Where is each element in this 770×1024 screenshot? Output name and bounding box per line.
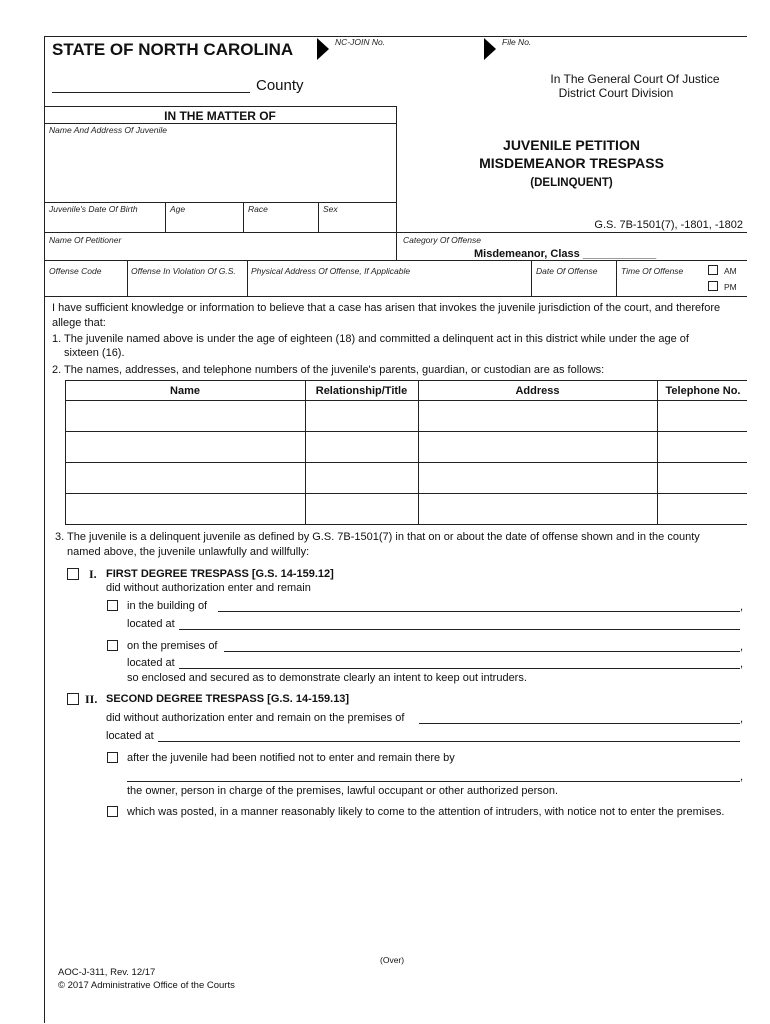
- table-row[interactable]: [66, 401, 746, 430]
- divider: [616, 260, 617, 296]
- notified-text: after the juvenile had been notified not to enter and remain there by: [127, 752, 455, 764]
- table-row[interactable]: [66, 494, 746, 523]
- pm-label: PM: [724, 282, 737, 292]
- owner-text: the owner, person in charge of the premises, lawful occupant or other authorized person.: [127, 785, 559, 797]
- pm-checkbox[interactable]: [708, 281, 718, 291]
- col-header-name: Name: [170, 385, 200, 397]
- court-line1: In The General Court Of Justice: [550, 72, 720, 86]
- nc-join-arrow-icon: [317, 38, 329, 60]
- first-degree-checkbox[interactable]: [67, 568, 79, 580]
- county-label: County: [256, 77, 304, 94]
- first-degree-sub: did without authorization enter and remain: [106, 582, 311, 594]
- building-label: in the building of: [127, 600, 208, 612]
- premises-checkbox[interactable]: [107, 640, 118, 651]
- left-border: [44, 36, 45, 1023]
- second-located-label: located at: [106, 730, 154, 742]
- offense-row-top: [44, 260, 747, 261]
- posted-checkbox[interactable]: [107, 806, 118, 817]
- second-premises-input-line[interactable]: [419, 723, 740, 724]
- building-checkbox[interactable]: [107, 600, 118, 611]
- second-located-input-line[interactable]: [158, 741, 740, 742]
- located2-input-line[interactable]: [179, 668, 740, 669]
- petitioner-row-top: [44, 232, 747, 233]
- second-degree-heading: SECOND DEGREE TRESPASS [G.S. 14-159.13]: [106, 693, 350, 705]
- dob-row-top: [44, 202, 396, 203]
- notified-input-line[interactable]: [127, 781, 740, 782]
- offense-code-label: Offense Code: [49, 266, 102, 276]
- row-divider: [65, 380, 747, 381]
- title-line1: JUVENILE PETITION: [503, 137, 640, 153]
- state-title: STATE OF NORTH CAROLINA: [52, 40, 294, 59]
- col-header-address: Address: [515, 385, 560, 397]
- comma: ,: [740, 641, 744, 653]
- nc-join-label: NC-JOIN No.: [335, 37, 386, 47]
- race-label: Race: [248, 204, 268, 214]
- col-header-telephone: Telephone No.: [665, 385, 741, 397]
- form-number: AOC-J-311, Rev. 12/17: [58, 967, 156, 978]
- court-line2: District Court Division: [558, 86, 674, 100]
- divider: [318, 202, 319, 232]
- intro-line1: I have sufficient knowledge or information to believe that a case has arisen that invokes the juvenile jurisdiction of the court, and therefore: [52, 302, 721, 314]
- intro-line2: allege that:: [52, 317, 106, 329]
- first-degree-numeral: I.: [89, 567, 97, 581]
- matter-heading: IN THE MATTER OF: [164, 109, 276, 123]
- name-address-label: Name And Address Of Juvenile: [49, 125, 167, 135]
- building-input-line[interactable]: [218, 611, 740, 612]
- table-row[interactable]: [66, 463, 746, 492]
- notified-checkbox[interactable]: [107, 752, 118, 763]
- category-label: Category Of Offense: [403, 235, 481, 245]
- name-address-field[interactable]: [48, 136, 392, 198]
- item2: 2. The names, addresses, and telephone numbers of the juvenile's parents, guardian, or custodian are as follows:: [52, 364, 605, 376]
- divider: [127, 260, 128, 296]
- located2-label: located at: [127, 657, 175, 669]
- second-degree-checkbox[interactable]: [67, 693, 79, 705]
- top-border: [44, 36, 747, 37]
- table-row[interactable]: [66, 432, 746, 461]
- matter-heading-line: [44, 123, 396, 124]
- dob-label: Juvenile's Date Of Birth: [49, 204, 138, 214]
- file-no-label: File No.: [502, 37, 532, 47]
- comma: ,: [740, 713, 744, 725]
- comma: ,: [740, 658, 744, 670]
- item3-line1: 3. The juvenile is a delinquent juvenile as defined by G.S. 7B-1501(7) in that on or about the date of offense shown and in the county: [55, 531, 700, 543]
- offense-row-bottom: [44, 296, 747, 297]
- located1-input-line[interactable]: [179, 629, 740, 630]
- divider: [247, 260, 248, 296]
- comma: ,: [740, 601, 744, 613]
- time-offense-label: Time Of Offense: [621, 266, 684, 276]
- petitioner-label: Name Of Petitioner: [49, 235, 122, 245]
- row-divider: [65, 524, 747, 525]
- first-degree-heading: FIRST DEGREE TRESPASS [G.S. 14-159.12]: [106, 568, 334, 580]
- comma: ,: [740, 771, 744, 783]
- premises-input-line[interactable]: [224, 651, 740, 652]
- item1-line1: 1. The juvenile named above is under the age of eighteen (18) and committed a delinquent act in this district while under the age of: [52, 333, 689, 345]
- divider: [165, 202, 166, 232]
- sex-label: Sex: [323, 204, 338, 214]
- over-label: (Over): [380, 955, 405, 965]
- violation-label: Offense In Violation Of G.S.: [131, 266, 236, 276]
- title-line3: (DELINQUENT): [530, 177, 613, 189]
- posted-text: which was posted, in a manner reasonably likely to come to the attention of intruders, with notice not to enter the premises.: [127, 806, 725, 818]
- misdemeanor-class[interactable]: Misdemeanor, Class ____________: [474, 248, 657, 260]
- county-input-line[interactable]: [52, 92, 250, 93]
- age-label: Age: [170, 204, 186, 214]
- item3-line2: named above, the juvenile unlawfully and willfully:: [67, 546, 310, 558]
- copyright: © 2017 Administrative Office of the Courts: [58, 980, 235, 991]
- located1-label: located at: [127, 618, 175, 630]
- second-degree-sub: did without authorization enter and remain on the premises of: [106, 712, 405, 724]
- col-header-relationship: Relationship/Title: [315, 385, 408, 397]
- premises-label: on the premises of: [127, 640, 218, 652]
- am-checkbox[interactable]: [708, 265, 718, 275]
- divider: [243, 202, 244, 232]
- physical-address-label: Physical Address Of Offense, If Applicable: [251, 266, 411, 276]
- second-degree-numeral: II.: [85, 692, 98, 706]
- file-no-arrow-icon: [484, 38, 496, 60]
- divider: [531, 260, 532, 296]
- statute: G.S. 7B-1501(7), -1801, -1802: [594, 219, 743, 231]
- item1-line2: sixteen (16).: [64, 347, 125, 359]
- matter-top-line: [44, 106, 396, 107]
- enclosed-text: so enclosed and secured as to demonstrate clearly an intent to keep out intruders.: [127, 672, 527, 684]
- title-line2: MISDEMEANOR TRESPASS: [479, 155, 664, 171]
- date-offense-label: Date Of Offense: [536, 266, 598, 276]
- am-label: AM: [724, 266, 737, 276]
